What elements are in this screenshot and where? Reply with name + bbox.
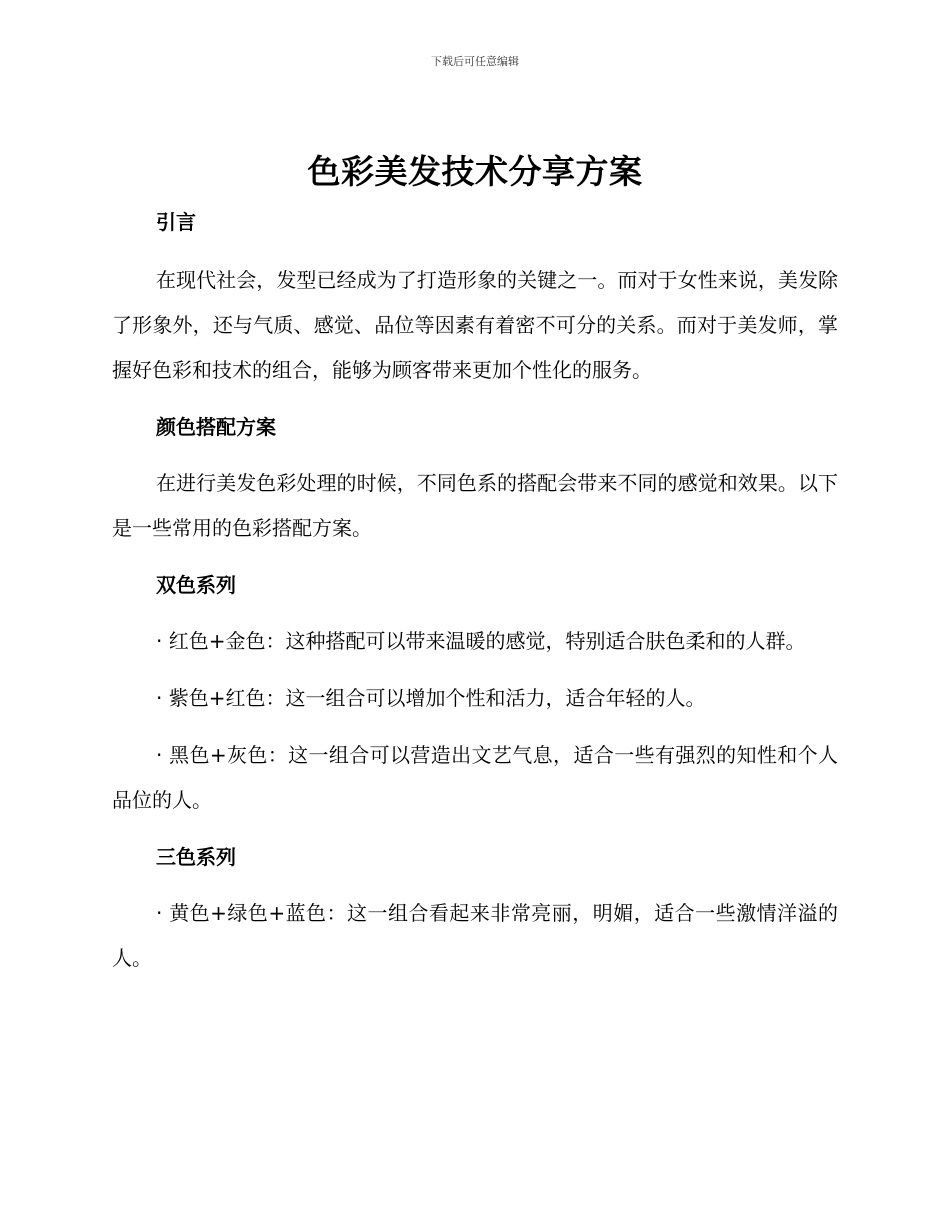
header-note: 下载后可任意编辑 [431, 55, 519, 68]
section-heading-color-scheme: 颜色搭配方案 [156, 415, 276, 439]
spacer [112, 664, 838, 676]
section-heading-three-color: 三色系列 [156, 845, 236, 869]
spacer [112, 607, 838, 619]
list-item-two-color: · 红色+金色：这种搭配可以带来温暖的感觉，特别适合肤色柔和的人群。 [156, 629, 806, 653]
list-item-two-color: · 紫色+红色：这一组合可以增加个性和活力，适合年轻的人。 [156, 686, 706, 710]
spacer [112, 879, 838, 891]
section-heading-intro: 引言 [156, 210, 196, 234]
spacer [112, 551, 838, 563]
paragraph-intro: 在现代社会，发型已经成为了打造形象的关键之一。而对于女性来说，美发除了形象外，还与气质、感觉、品位等因素有着密不可分的关系。而对于美发师，掌握好色彩和技术的组合，能够为顾客带来更加个性化的服务。 [112, 268, 838, 382]
document-body [112, 200, 838, 981]
section-heading-two-color: 双色系列 [156, 573, 236, 597]
list-item-two-color: · 黑色+灰色：这一组合可以营造出文艺气息，适合一些有强烈的知性和个人品位的人。 [112, 743, 838, 812]
paragraph-color-scheme: 在进行美发色彩处理的时候，不同色系的搭配会带来不同的感觉和效果。以下是一些常用的色彩搭配方案。 [112, 471, 838, 540]
spacer [112, 449, 838, 461]
spacer [112, 823, 838, 835]
list-item-three-color: · 黄色+绿色+蓝色：这一组合看起来非常亮丽，明媚，适合一些激情洋溢的人。 [112, 901, 838, 970]
spacer [112, 721, 838, 733]
spacer [112, 393, 838, 405]
document-title: 色彩美发技术分享方案 [307, 152, 643, 191]
spacer [112, 244, 838, 258]
